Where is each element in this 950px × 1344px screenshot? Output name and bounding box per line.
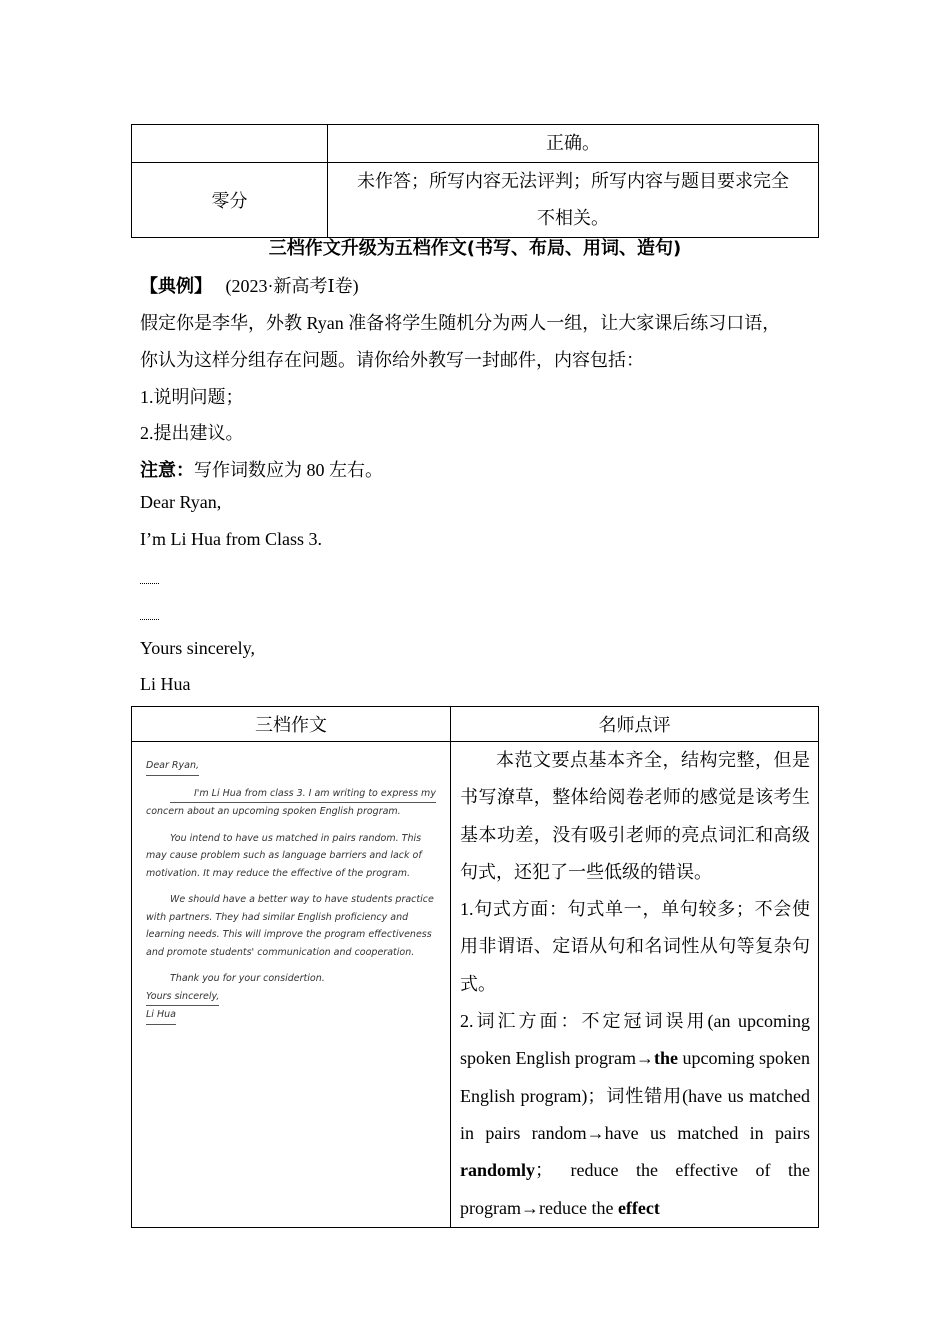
letter-closing: Yours sincerely, <box>140 638 255 658</box>
hw-line: Thank you for your considertion. <box>170 973 325 984</box>
score-table <box>131 124 819 238</box>
section-title: 三档作文升级为五档作文(书写、布局、用词、造句) <box>268 238 682 259</box>
review-text: upcoming spoken English program)；词性错用(have us matched in pairs random→have us matched in pairs <box>460 1048 810 1143</box>
example-source: (2023·新高考Ⅰ卷) <box>225 276 359 296</box>
col-header-essay: 三档作文 <box>132 707 451 742</box>
review-bold: randomly <box>460 1160 536 1181</box>
col-header-review: 名师点评 <box>451 707 819 742</box>
review-text: ； reduce the effective of the program→reduce the <box>460 1160 810 1218</box>
letter-greeting: Dear Ryan, <box>140 492 222 512</box>
comparison-body-row <box>132 742 819 1228</box>
hw-line: with partners. They had similar English proficiency and <box>146 911 409 923</box>
hw-line: and promote students' communication and cooperation. <box>146 946 415 958</box>
hw-line: may cause problem such as language barriers and lack of <box>146 850 422 861</box>
hw-line: You intend to have us matched in pairs random. This <box>170 832 422 844</box>
review-cell <box>451 742 819 1228</box>
score-level-cell: 零分 <box>132 163 328 238</box>
blank-line <box>140 619 159 620</box>
score-desc-cell <box>328 163 819 238</box>
score-desc-line: 未作答；所写内容无法评判；所写内容与题目要求完全 <box>357 171 789 191</box>
prompt-note <box>140 456 383 482</box>
teacher-review <box>451 742 818 1227</box>
prompt-item: 1.说明问题； <box>140 387 244 407</box>
hw-line: I'm Li Hua from class 3. I am writing to express my <box>170 785 436 804</box>
review-paragraph: 本范文要点基本齐全，结构完整，但是书写潦草，整体给阅卷老师的感觉是该考生基本功差，没有吸引老师的亮点词汇和高级句式，还犯了一些低级的错误。 <box>460 750 810 882</box>
review-text: 2.词汇方面：不定冠词误用(an upcoming spoken English program→ <box>460 1011 810 1069</box>
note-text: 写作词数应为 80 左右。 <box>194 460 383 480</box>
comparison-table <box>131 706 819 1228</box>
review-bold: effect <box>617 1197 660 1218</box>
prompt-line: 你认为这样分组存在问题。请你给外教写一封邮件，内容包括： <box>140 350 644 370</box>
example-header <box>140 272 359 298</box>
example-tag: 【典例】 <box>140 276 212 297</box>
hw-line: Dear Ryan, <box>146 757 199 776</box>
hw-line: motivation. It may reduce the effective of the program. <box>146 867 411 879</box>
handwritten-essay <box>132 742 450 1025</box>
hw-line: We should have a better way to have students practice <box>170 894 434 905</box>
handwritten-essay-cell <box>132 742 451 1228</box>
score-desc-cell: 正确。 <box>328 125 819 163</box>
letter-signature: Li Hua <box>140 674 191 694</box>
hw-line: Li Hua <box>146 1006 176 1025</box>
hw-line: Yours sincerely, <box>146 988 219 1007</box>
prompt-line: 假定你是李华，外教 Ryan 准备将学生随机分为两人一组，让大家课后练习口语， <box>140 313 781 333</box>
hw-line: learning needs. This will improve the program effectiveness <box>146 929 432 940</box>
review-paragraph <box>460 1003 810 1227</box>
score-level-cell <box>132 125 328 163</box>
letter-intro: I’m Li Hua from Class 3. <box>140 529 322 549</box>
prompt-item: 2.提出建议。 <box>140 423 244 443</box>
score-row <box>132 163 819 238</box>
score-row <box>132 125 819 163</box>
hw-line: concern about an upcoming spoken English program. <box>146 806 401 817</box>
review-bold: the <box>653 1048 678 1069</box>
comparison-header-row <box>132 707 819 742</box>
review-paragraph: 1.句式方面：句式单一，单句较多；不会使用非谓语、定语从句和名词性从句等复杂句式。 <box>460 899 810 994</box>
note-label: 注意： <box>140 460 194 481</box>
blank-line <box>140 583 159 584</box>
score-desc-line: 不相关。 <box>537 208 609 228</box>
